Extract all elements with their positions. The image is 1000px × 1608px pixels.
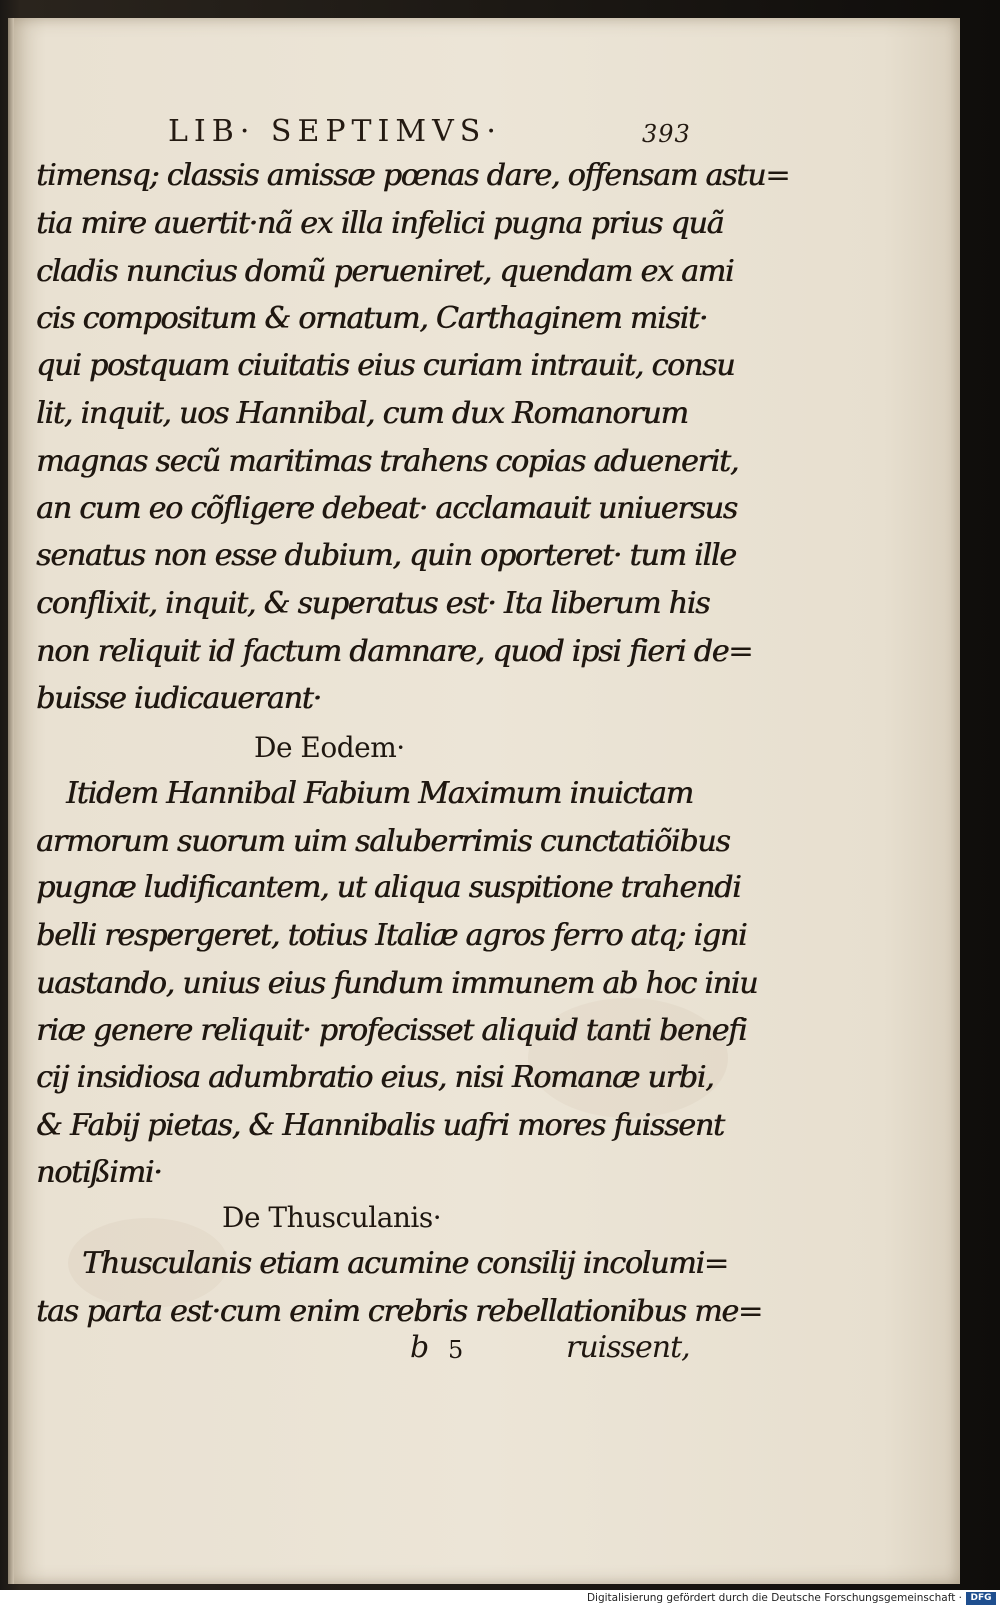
text-line: cladis nuncius domũ perueniret, quendam ex ami (36, 254, 734, 289)
text-line: buisse iudicauerant· (36, 681, 321, 716)
catchword: ruissent, (566, 1330, 690, 1365)
section-heading: De Eodem· (254, 731, 405, 764)
text-line: tas parta est·cum enim crebris rebellationibus me= (36, 1294, 762, 1329)
text-line: armorum suorum uim saluberrimis cunctatiõibus (36, 824, 730, 859)
text-line: cij insidiosa adumbratio eius, nisi Romanæ urbi, (36, 1060, 714, 1095)
page-number: 393 (642, 120, 691, 148)
text-line: & Fabij pietas, & Hannibalis uafri mores fuissent (36, 1108, 724, 1143)
text-line: Itidem Hannibal Fabium Maximum inuictam (66, 776, 693, 811)
section-heading: De Thusculanis· (222, 1201, 442, 1234)
text-line: uastando, unius eius fundum immunem ab hoc iniu (36, 966, 758, 1001)
text-line: belli respergeret, totius Italiæ agros ferro atq; igni (36, 918, 747, 953)
page-edge (8, 18, 14, 1584)
signature-mark: b (410, 1330, 430, 1365)
text-line: qui postquam ciuitatis eius curiam intrauit, consu (36, 348, 735, 383)
page-header (168, 114, 708, 154)
funding-credit: Digitalisierung gefördert durch die Deutsche Forschungsgemeinschaft · (586, 1592, 962, 1604)
text-line: an cum eo cõfligere debeat· acclamauit uniuersus (36, 491, 737, 526)
signature-number: 5 (448, 1336, 464, 1364)
text-line: notißimi· (36, 1155, 162, 1190)
text-line: lit, inquit, uos Hannibal, cum dux Romanorum (36, 396, 688, 431)
text-line: cis compositum & ornatum, Carthaginem misit· (36, 301, 708, 336)
text-line: Thusculanis etiam acumine consilij incolumi= (82, 1246, 728, 1281)
text-line: timensq; classis amissæ pœnas dare, offensam astu= (36, 158, 790, 193)
dfg-logo: DFG (966, 1592, 996, 1605)
text-line: pugnæ ludificantem, ut aliqua suspitione trahendi (36, 870, 741, 905)
text-line: riæ genere reliquit· profecisset aliquid tanti benefi (36, 1013, 747, 1048)
text-line: conflixit, inquit, & superatus est· Ita liberum his (36, 586, 710, 621)
text-line: magnas secũ maritimas trahens copias aduenerit, (36, 444, 739, 479)
text-line: tia mire auertit·nã ex illa infelici pugna prius quã (36, 206, 724, 241)
running-title: LIB· SEPTIMVS· (168, 114, 502, 149)
text-line: non reliquit id factum damnare, quod ipsi fieri de= (36, 634, 753, 669)
text-line: senatus non esse dubium, quin oporteret· tum ille (36, 538, 736, 573)
